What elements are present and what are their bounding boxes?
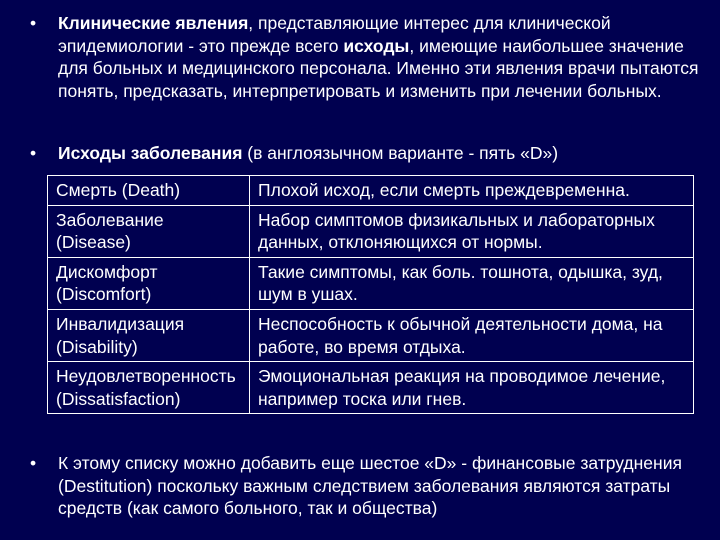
outcome-term: Неудовлетворенность (Dissatisfaction)	[48, 362, 250, 414]
bold-term-outcomes: исходы	[343, 35, 410, 56]
bullet-text-part: , представляющие интерес для клинической эпидемиологии - это прежде всего	[58, 13, 611, 56]
bullet-marker: •	[30, 143, 37, 163]
outcome-description: Такие симптомы, как боль. тошнота, одышка, зуд, шум в ушах.	[250, 257, 694, 309]
outcome-term: Смерть (Death)	[48, 176, 250, 206]
outcome-description: Неспособность к обычной деятельности дома, на работе, во время отдыха.	[250, 309, 694, 361]
bullet-clinical-phenomena	[30, 12, 700, 102]
table-row	[48, 257, 694, 309]
outcome-term: Инвалидизация (Disability)	[48, 309, 250, 361]
bullet-text-part: (в англоязычном варианте - пять «D»)	[242, 143, 559, 163]
bullet-marker: •	[30, 453, 37, 473]
outcomes-table	[47, 175, 694, 414]
bold-term-clinical-phenomena: Клинические явления	[58, 13, 249, 33]
table-row	[48, 309, 694, 361]
bullet-destitution	[30, 452, 700, 520]
table-row	[48, 205, 694, 257]
bullet-text	[58, 142, 700, 165]
bullet-text: К этому списку можно добавить еще шестое «D» - финансовые затруднения (Destitution) поскольку важным следствием заболевания являются затраты средств (как самого больного, так и общества)	[58, 453, 682, 519]
bullet-text	[58, 12, 700, 102]
bullet-marker: •	[30, 13, 37, 33]
bullet-disease-outcomes	[30, 142, 700, 165]
outcome-description: Эмоциональная реакция на проводимое лечение, например тоска или гнев.	[250, 362, 694, 414]
table-row	[48, 176, 694, 206]
table-row	[48, 362, 694, 414]
outcome-description: Плохой исход, если смерть преждевременна.	[250, 176, 694, 206]
outcome-description: Набор симптомов физикальных и лабораторных данных, отклоняющихся от нормы.	[250, 205, 694, 257]
outcome-term: Заболевание (Disease)	[48, 205, 250, 257]
bullet-text-part: , имеющие наибольшее значение для больных и медицинского персонала. Именно эти явления врачи пытаются понять, предсказать, интерпретировать и изменить при лечении больных.	[58, 35, 699, 101]
bold-term-disease-outcomes: Исходы заболевания	[58, 143, 243, 163]
outcome-term: Дискомфорт (Discomfort)	[48, 257, 250, 309]
